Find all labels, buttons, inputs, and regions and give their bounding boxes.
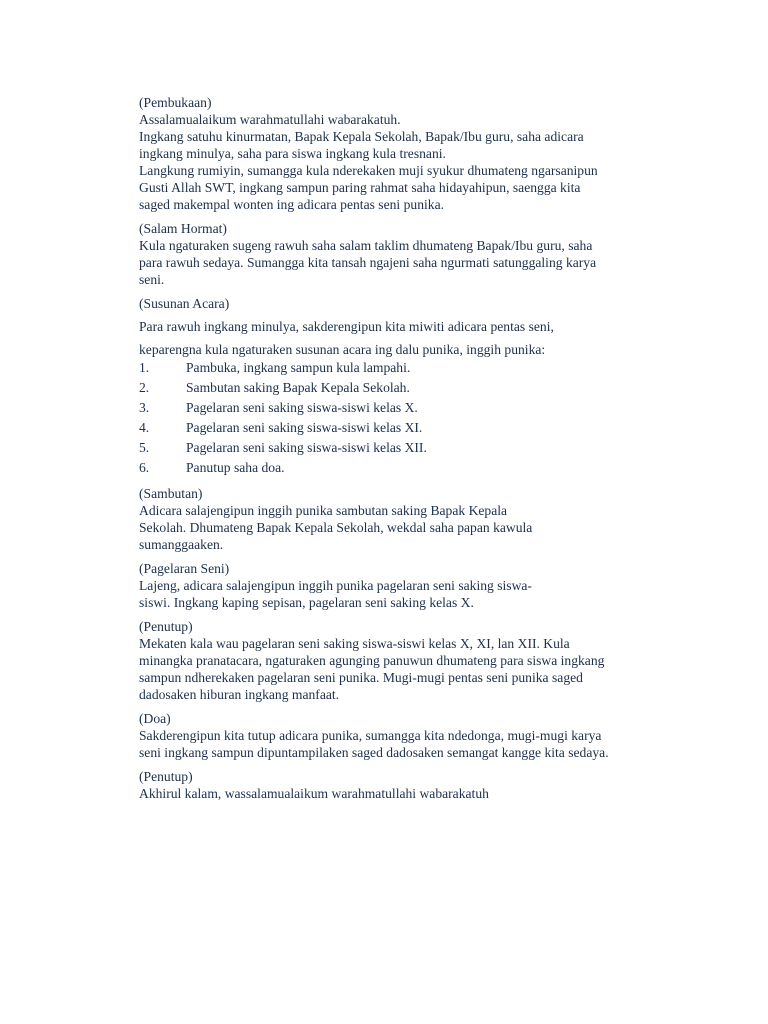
list-number: 2. xyxy=(139,380,150,395)
list-text: Panutup saha doa. xyxy=(186,460,285,475)
list-item xyxy=(139,358,684,378)
paragraph-line: Gusti Allah SWT, ingkang sampun paring rahmat saha hidayahipun, saengga kita xyxy=(139,180,581,195)
paragraph-line: seni. xyxy=(139,272,165,287)
section-title: (Pagelaran Seni) xyxy=(139,561,230,576)
paragraph-line: seni ingkang sampun dipuntampilaken saged dadosaken semangat kangge kita sedaya. xyxy=(139,745,609,760)
section-title: (Pembukaan) xyxy=(139,95,212,110)
agenda-list xyxy=(139,358,684,478)
section-pagelaran-seni xyxy=(139,560,684,611)
list-text: Sambutan saking Bapak Kepala Sekolah. xyxy=(186,380,410,395)
paragraph-line: dadosaken hiburan ingkang manfaat. xyxy=(139,687,340,702)
section-title: (Sambutan) xyxy=(139,486,203,501)
paragraph-line: siswi. Ingkang kaping sepisan, pagelaran seni saking kelas X. xyxy=(139,595,474,610)
section-title: (Salam Hormat) xyxy=(139,221,227,236)
paragraph-line: para rawuh sedaya. Sumangga kita tansah ngajeni saha ngurmati satunggaling karya xyxy=(139,255,597,270)
section-sambutan xyxy=(139,485,684,553)
section-susunan-acara xyxy=(139,295,684,478)
list-number: 3. xyxy=(139,400,150,415)
section-pembukaan xyxy=(139,94,684,213)
list-text: Pambuka, ingkang sampun kula lampahi. xyxy=(186,360,411,375)
section-title: (Penutup) xyxy=(139,769,193,784)
list-number: 6. xyxy=(139,460,150,475)
paragraph-line: Sakderengipun kita tutup adicara punika, sumangga kita ndedonga, mugi-mugi karya xyxy=(139,728,602,743)
list-number: 4. xyxy=(139,420,150,435)
list-text: Pagelaran seni saking siswa-siswi kelas XI. xyxy=(186,420,423,435)
paragraph-line: Lajeng, adicara salajengipun inggih punika pagelaran seni saking siswa- xyxy=(139,578,532,593)
paragraph-line: minangka pranatacara, ngaturaken agunging panuwun dhumateng para siswa ingkang xyxy=(139,653,605,668)
list-item xyxy=(139,398,684,418)
list-item xyxy=(139,438,684,458)
paragraph-line: sumanggaaken. xyxy=(139,537,224,552)
paragraph-line: sampun ndherekaken pagelaran seni punika. Mugi-mugi pentas seni punika saged xyxy=(139,670,583,685)
section-title: (Penutup) xyxy=(139,619,193,634)
section-title: (Doa) xyxy=(139,711,171,726)
paragraph-line: Kula ngaturaken sugeng rawuh saha salam taklim dhumateng Bapak/Ibu guru, saha xyxy=(139,238,593,253)
paragraph-line: Akhirul kalam, wassalamualaikum warahmatullahi wabarakatuh xyxy=(139,786,489,801)
list-text: Pagelaran seni saking siswa-siswi kelas X. xyxy=(186,400,418,415)
paragraph-line: Sekolah. Dhumateng Bapak Kepala Sekolah, wekdal saha papan kawula xyxy=(139,520,533,535)
paragraph-line: Langkung rumiyin, sumangga kula nderekaken muji syukur dhumateng ngarsanipun xyxy=(139,163,598,178)
list-number: 1. xyxy=(139,360,150,375)
paragraph-line: keparengna kula ngaturaken susunan acara ing dalu punika, inggih punika: xyxy=(139,342,546,357)
paragraph-line: ingkang minulya, saha para siswa ingkang kula tresnani. xyxy=(139,146,446,161)
section-title: (Susunan Acara) xyxy=(139,296,230,311)
section-salam-hormat xyxy=(139,220,684,288)
document-page xyxy=(139,94,684,809)
list-item xyxy=(139,378,684,398)
section-penutup xyxy=(139,618,684,703)
section-penutup-akhir xyxy=(139,768,684,802)
paragraph-line: saged makempal wonten ing adicara pentas seni punika. xyxy=(139,197,445,212)
list-text: Pagelaran seni saking siswa-siswi kelas XII. xyxy=(186,440,427,455)
paragraph-line: Para rawuh ingkang minulya, sakderengipun kita miwiti adicara pentas seni, xyxy=(139,319,554,334)
list-item xyxy=(139,418,684,438)
paragraph-line: Adicara salajengipun inggih punika sambutan saking Bapak Kepala xyxy=(139,503,508,518)
paragraph-line: Mekaten kala wau pagelaran seni saking siswa-siswi kelas X, XI, lan XII. Kula xyxy=(139,636,570,651)
section-doa xyxy=(139,710,684,761)
paragraph-line: Ingkang satuhu kinurmatan, Bapak Kepala Sekolah, Bapak/Ibu guru, saha adicara xyxy=(139,129,584,144)
list-item xyxy=(139,458,684,478)
list-number: 5. xyxy=(139,440,150,455)
paragraph-line: Assalamualaikum warahmatullahi wabarakatuh. xyxy=(139,112,401,127)
